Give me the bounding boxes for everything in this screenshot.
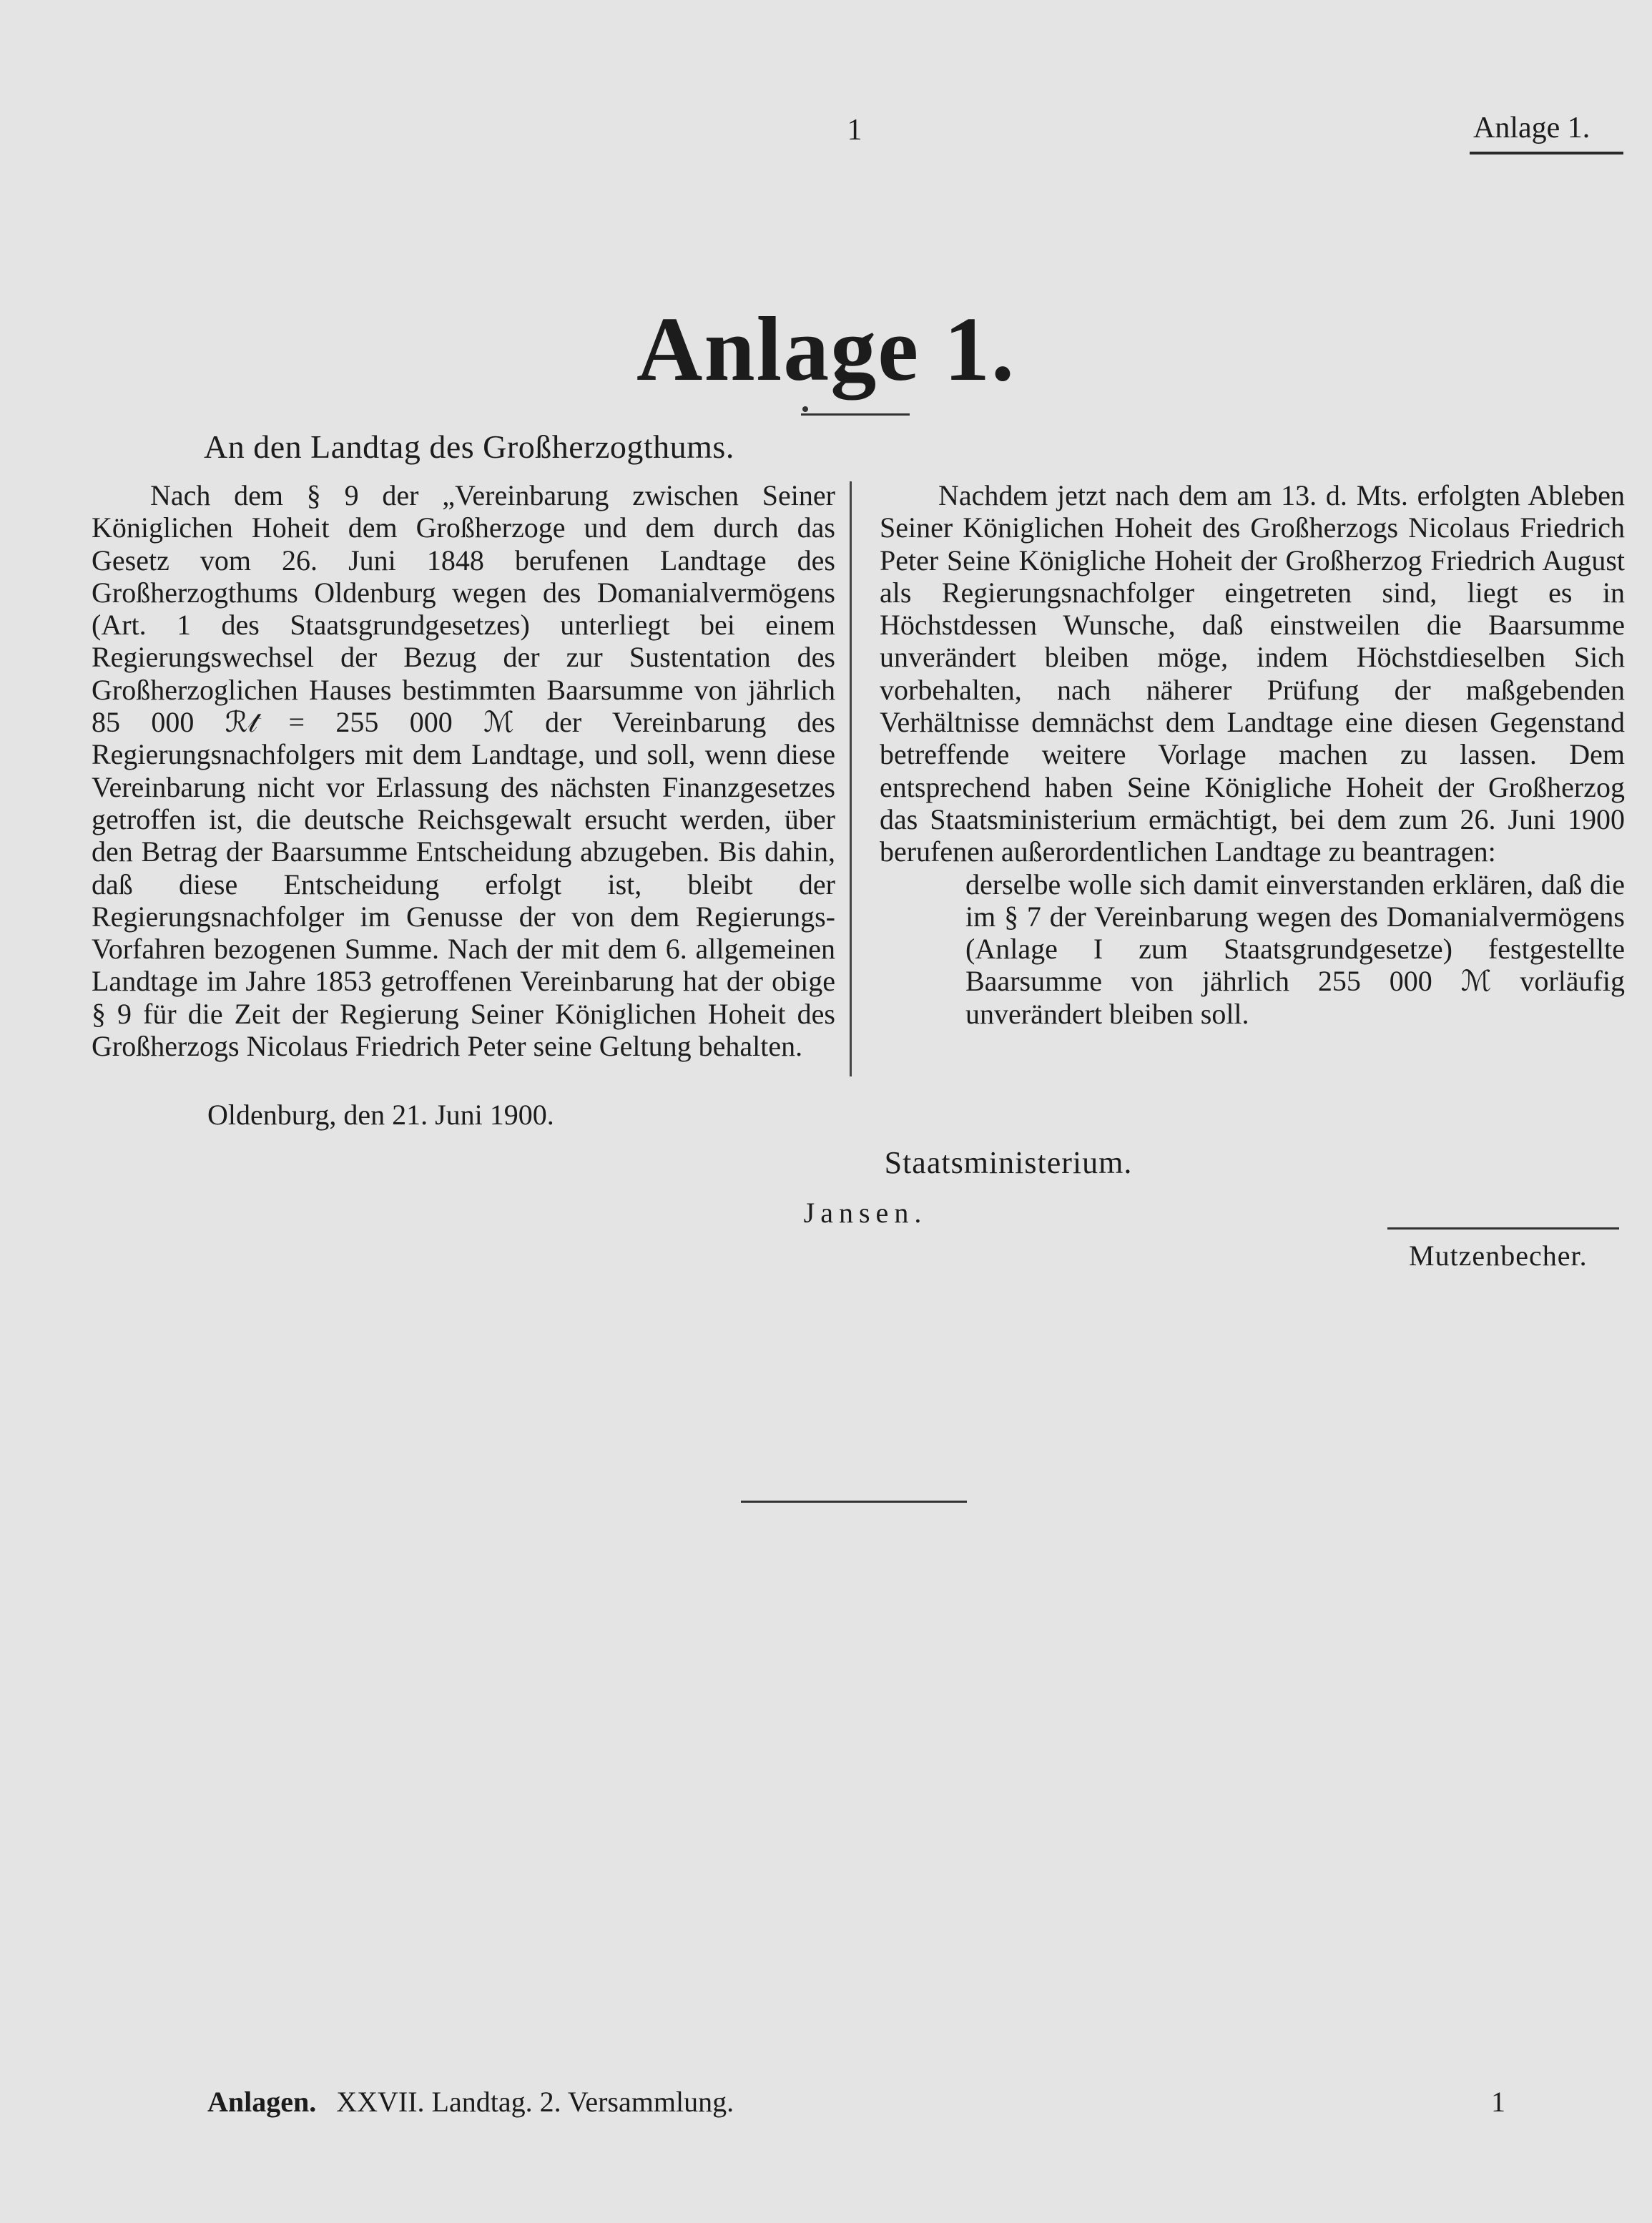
right-column: [880, 479, 1625, 1030]
signature-rule: [1387, 1227, 1619, 1230]
column-divider: [850, 481, 852, 1076]
closing-rule: [741, 1501, 967, 1503]
page-footer: [207, 2085, 734, 2119]
ministry-signature: Staatsministerium.: [884, 1145, 1133, 1180]
right-paragraph: Nachdem jetzt nach dem am 13. d. Mts. erfolgten Ableben Seiner Königlichen Hoheit des Großherzogs Nicolaus Friedrich Peter Seine Königliche Hoheit der Großherzog Friedrich August als Regierungsnachfolger eingetreten sind, liegt es in Höchstdessen Wunsche, daß einstweilen die Baarsumme unverändert bleiben möge, indem Höchstdieselben Sich vorbehalten, nach näherer Prüfung der maßgebenden Verhältnisse demnächst dem Landtage eine diesen Gegenstand betreffende weitere Vorlage machen zu lassen. Dem entsprechend haben Seine Königliche Hoheit der Großherzog das Staatsministerium ermächtigt, bei dem zum 26. Juni 1900 berufenen außerordentlichen Landtage zu beantragen:: [880, 479, 1625, 868]
signer-name-1: Jansen.: [803, 1197, 928, 1229]
title-rule: [801, 413, 910, 416]
signer-name-2: Mutzenbecher.: [1409, 1240, 1588, 1272]
left-column: [92, 479, 835, 1062]
place-date: Oldenburg, den 21. Juni 1900.: [207, 1099, 554, 1131]
page-title: Anlage 1.: [636, 298, 1016, 400]
left-paragraph: Nach dem § 9 der „Vereinbarung zwischen Seiner Königlichen Hoheit dem Großherzoge und dem durch das Gesetz vom 26. Juni 1848 berufenen Landtage des Großherzogthums Oldenburg wegen des Domanialvermögens (Art. 1 des Staatsgrundgesetzes) unterliegt bei einem Regierungswechsel der Bezug der zur Sustentation des Großherzoglichen Hauses bestimmten Baarsumme von jährlich 85 000 ℛ𝓉 = 255 000 ℳ der Vereinbarung des Regierungsnachfolgers mit dem Landtage, und soll, wenn diese Vereinbarung nicht vor Erlassung des nächsten Finanzgesetzes getroffen ist, die deutsche Reichsgewalt ersucht werden, über den Betrag der Baarsumme Entscheidung abzugeben. Bis dahin, daß diese Entscheidung erfolgt ist, bleibt der Regierungsnachfolger im Genusse der von dem Regierungs-Vorfahren bezogenen Summe. Nach der mit dem 6. allgemeinen Landtage im Jahre 1853 getroffenen Vereinbarung hat der obige § 9 für die Zeit der Regierung Seiner Königlichen Hoheit des Großherzogs Nicolaus Friedrich Peter seine Geltung behalten.: [92, 479, 835, 1063]
footer-text: XXVII. Landtag. 2. Versammlung.: [336, 2086, 734, 2118]
header-rule: [1470, 152, 1623, 154]
page-number-top: 1: [847, 114, 862, 147]
page-number-bottom: 1: [1491, 2086, 1505, 2118]
footer-label: Anlagen.: [207, 2086, 317, 2118]
motion-quote: derselbe wolle sich damit einverstanden erklären, daß die im § 7 der Vereinbarung wegen des Domanialvermögens (Anlage I zum Staatsgrundgesetze) festgestellte Baarsumme von jährlich 255 000 ℳ vorläufig unverändert bleiben soll.: [965, 868, 1625, 1030]
addressee-heading: An den Landtag des Großherzogthums.: [204, 428, 734, 465]
title-ornament-dot: [802, 406, 808, 412]
running-header: Anlage 1.: [1473, 112, 1590, 144]
